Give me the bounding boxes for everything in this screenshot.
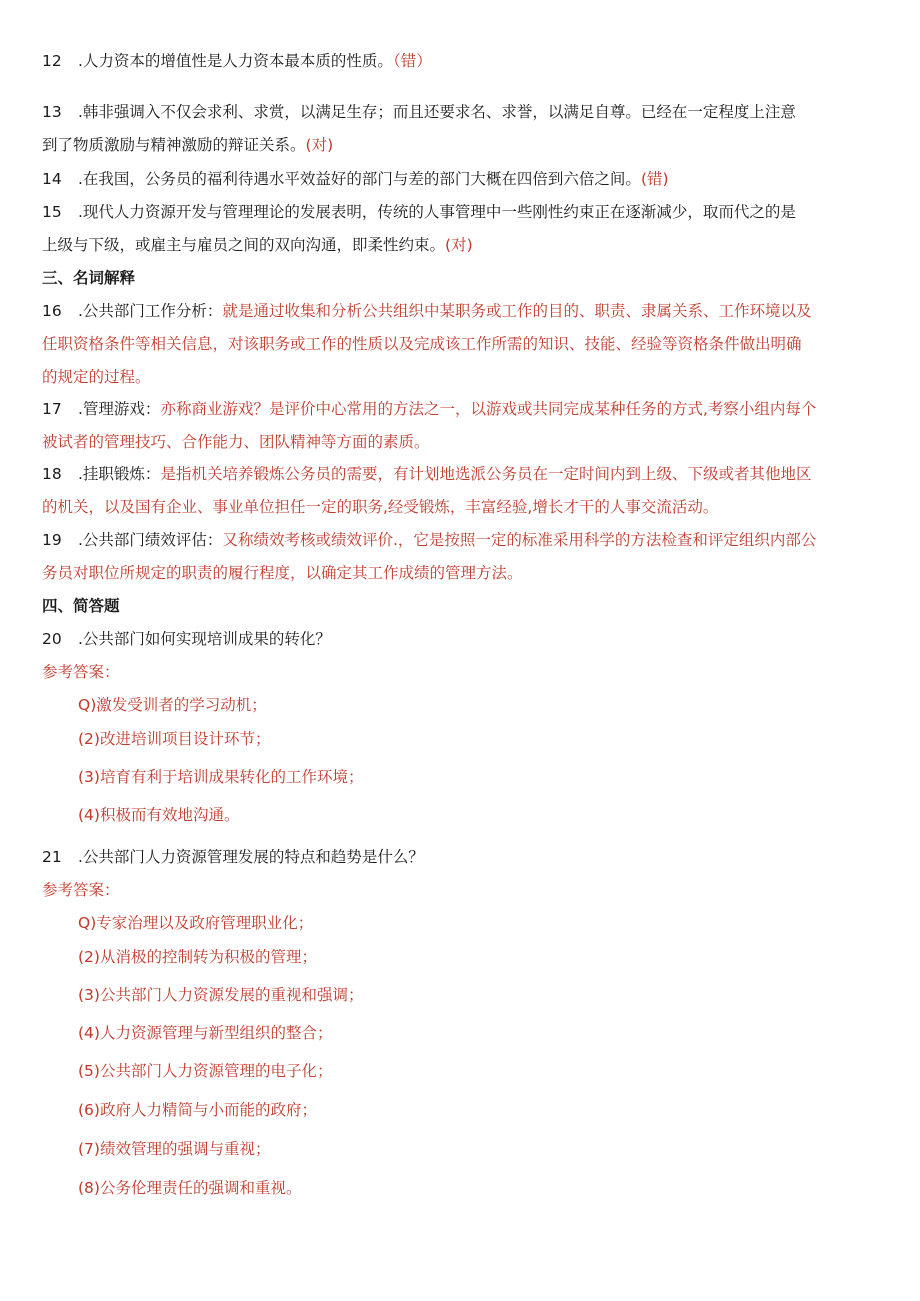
- statement-text: .韩非强调入不仅会求利、求赏，以满足生存；而且还要求名、求誉，以满足自尊。已经在一定程度上注意: [78, 103, 796, 121]
- answer-label: 参考答案：: [42, 881, 120, 899]
- section-heading-terms: 三、名词解释: [42, 269, 136, 287]
- item-12: [42, 50, 432, 72]
- definition-text: 是指机关培养锻炼公务员的需要，有计划地选派公务员在一定时间内到上级、下级或者其他地区: [160, 465, 812, 483]
- judgement-answer: (对): [445, 236, 473, 254]
- statement-text: .人力资本的增值性是人力资本最本质的性质。: [78, 52, 393, 70]
- answer-point: (3)培育有利于培训成果转化的工作环境；: [78, 768, 364, 786]
- item-number: 20: [42, 630, 62, 648]
- item-number: 19: [42, 531, 62, 549]
- term-label: .公共部门工作分析：: [78, 302, 223, 320]
- answer-point: Q)激发受训者的学习动机；: [78, 696, 267, 714]
- statement-text: 到了物质激励与精神激励的辩证关系。: [42, 136, 306, 154]
- term-label: .管理游戏：: [78, 400, 161, 418]
- question-text: .公共部门人力资源管理发展的特点和趋势是什么？: [78, 848, 424, 866]
- item-number: 18: [42, 465, 62, 483]
- item-number: 13: [42, 103, 62, 121]
- item-19-continued: 务员对职位所规定的职责的履行程度，以确定其工作成绩的管理方法。: [42, 564, 523, 582]
- answer-point: (7)绩效管理的强调与重视；: [78, 1140, 271, 1158]
- answer-point: (2)从消极的控制转为积极的管理；: [78, 948, 317, 966]
- item-13: [42, 101, 796, 123]
- item-17: [42, 398, 816, 420]
- item-19: [42, 529, 816, 551]
- answer-point: (4)人力资源管理与新型组织的整合；: [78, 1024, 333, 1042]
- answer-point: (8)公务伦理责任的强调和重视。: [78, 1179, 302, 1197]
- answer-point: (2)改进培训项目设计环节；: [78, 730, 271, 748]
- item-17-continued: 被试者的管理技巧、合作能力、团队精神等方面的素质。: [42, 433, 430, 451]
- section-heading-short-answer: 四、简答题: [42, 597, 120, 615]
- answer-point: (5)公共部门人力资源管理的电子化；: [78, 1062, 333, 1080]
- statement-text: .现代人力资源开发与管理理论的发展表明，传统的人事管理中一些刚性约束正在逐渐减少，取而代之的是: [78, 203, 796, 221]
- judgement-answer: (错): [640, 170, 669, 188]
- question-text: .公共部门如何实现培训成果的转化？: [78, 630, 331, 648]
- item-number: 16: [42, 302, 62, 320]
- answer-point: (3)公共部门人力资源发展的重视和强调；: [78, 986, 364, 1004]
- judgement-answer: （错）: [392, 52, 432, 70]
- definition-text: 就是通过收集和分析公共组织中某职务或工作的目的、职责、隶属关系、工作环境以及: [222, 302, 812, 320]
- item-15: [42, 201, 796, 223]
- item-number: 14: [42, 170, 62, 188]
- definition-text: 又称绩效考核或绩效评价.，它是按照一定的标准采用科学的方法检查和评定组织内部公: [222, 531, 817, 549]
- item-18-continued: 的机关，以及国有企业、事业单位担任一定的职务,经受锻炼，丰富经验,增长才干的人事交流活动。: [42, 498, 719, 516]
- item-number: 21: [42, 848, 62, 866]
- judgement-answer: (对): [305, 136, 334, 154]
- item-20: [42, 628, 331, 650]
- item-number: 15: [42, 203, 62, 221]
- term-label: .公共部门绩效评估：: [78, 531, 223, 549]
- answer-label: 参考答案：: [42, 663, 120, 681]
- item-16: [42, 300, 811, 322]
- definition-text: 亦称商业游戏？是评价中心常用的方法之一，以游戏或共同完成某种任务的方式,考察小组内每个: [160, 400, 817, 418]
- item-number: 12: [42, 52, 62, 70]
- answer-point: (4)积极而有效地沟通。: [78, 806, 240, 824]
- item-15-continued: [42, 234, 473, 256]
- item-13-continued: [42, 134, 333, 156]
- item-21: [42, 846, 424, 868]
- answer-point: Q)专家治理以及政府管理职业化；: [78, 914, 314, 932]
- item-14: [42, 168, 669, 190]
- statement-text: .在我国，公务员的福利待遇水平效益好的部门与差的部门大概在四倍到六倍之间。: [78, 170, 641, 188]
- answer-point: (6)政府人力精简与小而能的政府；: [78, 1101, 317, 1119]
- item-18: [42, 463, 811, 485]
- term-label: .挂职锻炼：: [78, 465, 161, 483]
- statement-text: 上级与下级，或雇主与雇员之间的双向沟通，即柔性约束。: [42, 236, 446, 254]
- item-16-continued: 的规定的过程。: [42, 368, 151, 386]
- item-16-continued: 任职资格条件等相关信息，对该职务或工作的性质以及完成该工作所需的知识、技能、经验等资格条件做出明确: [42, 335, 802, 353]
- item-number: 17: [42, 400, 62, 418]
